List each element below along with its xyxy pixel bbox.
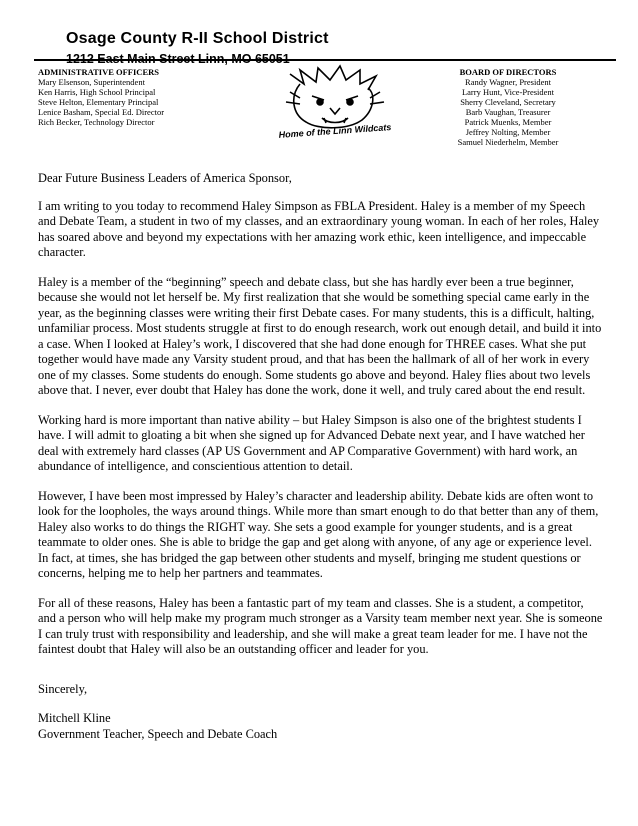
director-item: Sherry Cleveland, Secretary <box>460 97 556 107</box>
administrative-officers <box>38 67 248 127</box>
directors-heading: BOARD OF DIRECTORS <box>459 67 557 77</box>
letter-paragraph: Haley is a member of the “beginning” speech and debate class, but she has hardly ever been a true beginner, because she would not let herself be. My first realization that she would be something special came early in the year, as the beginning classes were writing their first Debate cases. For many students, this is a difficult, halting, unfamiliar process. Most students struggle at first to do enough research, work out enough detail, and build it into a case. When I looked at Haley’s work, I discovered that she had done enough for THREE cases. What she put together would have made any Varsity student proud, and that has been the hallmark of all of her work in every one of my classes. Some students do enough. Some students go above and beyond. Haley flies about two levels above that. I never, ever doubt that Haley has done the work, done it well, and truly cared about the end result. <box>38 274 602 397</box>
district-name: Osage County R-II School District <box>66 30 329 47</box>
salutation: Dear Future Business Leaders of America Sponsor, <box>38 171 292 185</box>
officer-item: Mary Elsenson, Superintendent <box>38 77 145 87</box>
letter-paragraph: For all of these reasons, Haley has been a fantastic part of my team and classes. She is a student, a competitor, and a person who will help make my program much stronger as a Varsity team member next year. She is someone I can truly trust with responsibility and leadership, and she will make a great team leader for me. I have not the faintest doubt that Haley will also be an outstanding officer and leader for you. <box>38 595 603 656</box>
officers-heading: ADMINISTRATIVE OFFICERS <box>38 67 159 77</box>
header-divider <box>34 59 616 61</box>
letter-paragraph: I am writing to you today to recommend Haley Simpson as FBLA President. Haley is a member of my Speech and Debate Team, a student in two of my classes, and an extraordinary young woman. In each of her roles, Haley has soared above and beyond my expectations with her amazing work ethic, keen intelligence, and impeccable character. <box>38 198 600 259</box>
officer-item: Rich Becker, Technology Director <box>38 117 155 127</box>
director-item: Randy Wagner, President <box>465 77 551 87</box>
director-item: Jeffrey Nolting, Member <box>465 127 551 137</box>
letter-body <box>38 171 604 672</box>
director-item: Samuel Niederhelm, Member <box>457 137 559 147</box>
logo-caption: Home of the Linn Wildcats <box>278 122 392 140</box>
director-item: Larry Hunt, Vice-President <box>461 87 555 97</box>
officer-item: Steve Helton, Elementary Principal <box>38 97 159 107</box>
signature-block <box>38 711 277 742</box>
director-item: Patrick Muenks, Member <box>464 117 552 127</box>
letter-paragraph: Working hard is more important than native ability – but Haley Simpson is also one of the brightest students I have. I will admit to gloating a bit when she signed up for Advanced Debate next year, and I have watched her deal with extremely hard classes (AP US Government and AP Comparative Government) with hard work, an abundance of intelligence, and conscientious attention to detail. <box>38 412 585 473</box>
officer-item: Lenice Basham, Special Ed. Director <box>38 107 165 117</box>
signer-title: Government Teacher, Speech and Debate Coach <box>38 726 278 741</box>
letter-paragraph: However, I have been most impressed by Haley’s character and leadership ability. Debate kids are often wont to look for the loopholes, the ways around things. While more than smart enough to do that better than any of them, Haley also works to do things the RIGHT way. She sets a good example for younger students, and is a great teammate to older ones. She is able to bridge the gap and get along with anyone, of any age or experience level. In fact, at times, she has bridged the gap between other students and myself, bringing me student questions or concerns, helping me to help her partners and teammates. <box>38 488 599 580</box>
closing: Sincerely, <box>38 682 88 696</box>
board-of-directors <box>446 67 570 147</box>
signer-name: Mitchell Kline <box>38 711 111 725</box>
officer-item: Ken Harris, High School Principal <box>38 87 156 97</box>
director-item: Barb Vaughan, Treasurer <box>465 107 551 117</box>
district-address: 1212 East Main Street Linn, MO 65051 <box>66 52 290 66</box>
